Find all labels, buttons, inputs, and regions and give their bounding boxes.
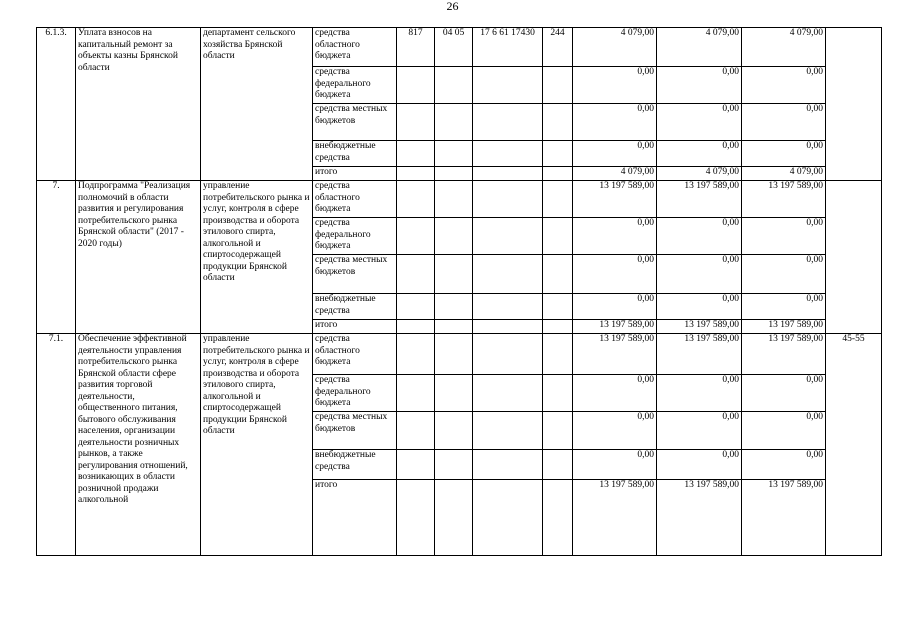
code-vr-empty <box>543 141 573 167</box>
item-executor: департамент сельского хозяйства Брянской области <box>201 28 313 181</box>
amount-2019: 4 079,00 <box>657 28 742 67</box>
code-rzpr-empty <box>435 320 473 334</box>
funding-source-label: средства местных бюджетов <box>313 255 397 294</box>
code-grbs-empty <box>397 104 435 141</box>
amount-2020: 0,00 <box>742 294 826 320</box>
item-number: 7.1. <box>37 334 76 556</box>
code-grbs-empty <box>397 294 435 320</box>
code-csr-empty <box>473 141 543 167</box>
code-vr-empty <box>543 104 573 141</box>
code-csr-empty <box>473 294 543 320</box>
amount-2018: 0,00 <box>573 450 657 480</box>
code-rzpr-empty <box>435 412 473 450</box>
funding-source-label: итого <box>313 480 397 556</box>
code-rzpr <box>435 181 473 218</box>
amount-2020: 0,00 <box>742 450 826 480</box>
item-number: 6.1.3. <box>37 28 76 181</box>
code-rzpr-empty <box>435 167 473 181</box>
amount-2019: 13 197 589,00 <box>657 480 742 556</box>
code-csr-empty <box>473 218 543 255</box>
code-grbs-empty <box>397 375 435 412</box>
code-rzpr-empty <box>435 450 473 480</box>
code-csr-empty <box>473 450 543 480</box>
amount-2020: 0,00 <box>742 141 826 167</box>
code-grbs <box>397 181 435 218</box>
page-number: 26 <box>446 0 459 13</box>
code-csr-empty <box>473 320 543 334</box>
funding-source-label: средства федерального бюджета <box>313 218 397 255</box>
amount-2019: 13 197 589,00 <box>657 320 742 334</box>
funding-source-label: внебюджетные средства <box>313 450 397 480</box>
amount-2019: 0,00 <box>657 141 742 167</box>
amount-2020: 0,00 <box>742 255 826 294</box>
amount-2018: 0,00 <box>573 412 657 450</box>
code-vr: 244 <box>543 28 573 67</box>
amount-2020: 13 197 589,00 <box>742 334 826 375</box>
funding-source-label: внебюджетные средства <box>313 141 397 167</box>
amount-2018: 13 197 589,00 <box>573 320 657 334</box>
item-name: Подпрограмма "Реализация полномочий в области развития и регулирования потребительского рынка Брянской области" (2017 - 2020 годы) <box>76 181 201 334</box>
code-vr-empty <box>543 320 573 334</box>
amount-2020: 13 197 589,00 <box>742 320 826 334</box>
amount-2020: 13 197 589,00 <box>742 480 826 556</box>
funding-source-label: средства федерального бюджета <box>313 375 397 412</box>
indicator-ref <box>826 181 882 334</box>
program-table <box>36 27 882 556</box>
code-grbs-empty <box>397 450 435 480</box>
code-rzpr-empty <box>435 480 473 556</box>
amount-2018: 0,00 <box>573 141 657 167</box>
amount-2020: 4 079,00 <box>742 28 826 67</box>
code-csr: 17 6 61 17430 <box>473 28 543 67</box>
funding-source-label: внебюджетные средства <box>313 294 397 320</box>
amount-2018: 4 079,00 <box>573 28 657 67</box>
amount-2018: 0,00 <box>573 104 657 141</box>
code-rzpr-empty <box>435 104 473 141</box>
code-grbs-empty <box>397 412 435 450</box>
funding-source-label: средства областного бюджета <box>313 181 397 218</box>
code-rzpr-empty <box>435 294 473 320</box>
code-csr <box>473 334 543 375</box>
code-grbs-empty <box>397 141 435 167</box>
code-grbs-empty <box>397 320 435 334</box>
amount-2018: 0,00 <box>573 294 657 320</box>
code-vr <box>543 334 573 375</box>
code-grbs-empty <box>397 480 435 556</box>
code-csr-empty <box>473 412 543 450</box>
item-name: Обеспечение эффективной деятельности управления потребительского рынка Брянской области сфере развития торговой деятельности, общественного питания, бытового обслуживания населения, организации деятельности розничных рынков, а также регулирования отношений, возникающих в области розничной продажи алкогольной <box>76 334 201 556</box>
code-vr-empty <box>543 480 573 556</box>
code-rzpr: 04 05 <box>435 28 473 67</box>
amount-2018: 13 197 589,00 <box>573 181 657 218</box>
amount-2018: 4 079,00 <box>573 167 657 181</box>
amount-2020: 0,00 <box>742 218 826 255</box>
code-vr-empty <box>543 450 573 480</box>
code-vr <box>543 181 573 218</box>
table-row <box>37 181 882 218</box>
code-csr-empty <box>473 104 543 141</box>
code-rzpr-empty <box>435 375 473 412</box>
code-grbs-empty <box>397 218 435 255</box>
funding-source-label: средства местных бюджетов <box>313 412 397 450</box>
table-row <box>37 334 882 375</box>
code-grbs-empty <box>397 255 435 294</box>
code-rzpr-empty <box>435 218 473 255</box>
item-executor: управление потребительского рынка и услуг, контроля в сфере производства и оборота этилового спирта, алкогольной и спиртосодержащей продукции Брянской области <box>201 181 313 334</box>
code-grbs: 817 <box>397 28 435 67</box>
code-rzpr <box>435 334 473 375</box>
funding-source-label: средства федерального бюджета <box>313 67 397 104</box>
code-vr-empty <box>543 294 573 320</box>
code-csr-empty <box>473 480 543 556</box>
table-row <box>37 28 882 67</box>
amount-2020: 4 079,00 <box>742 167 826 181</box>
funding-source-label: средства областного бюджета <box>313 28 397 67</box>
code-csr-empty <box>473 255 543 294</box>
funding-source-label: итого <box>313 320 397 334</box>
amount-2019: 4 079,00 <box>657 167 742 181</box>
funding-source-label: итого <box>313 167 397 181</box>
amount-2019: 0,00 <box>657 450 742 480</box>
amount-2020: 0,00 <box>742 67 826 104</box>
code-grbs <box>397 334 435 375</box>
code-rzpr-empty <box>435 67 473 104</box>
item-number: 7. <box>37 181 76 334</box>
code-grbs-empty <box>397 67 435 104</box>
amount-2018: 0,00 <box>573 67 657 104</box>
code-csr-empty <box>473 167 543 181</box>
code-csr-empty <box>473 375 543 412</box>
code-grbs-empty <box>397 167 435 181</box>
amount-2020: 13 197 589,00 <box>742 181 826 218</box>
funding-source-label: средства областного бюджета <box>313 334 397 375</box>
code-csr-empty <box>473 67 543 104</box>
amount-2019: 0,00 <box>657 294 742 320</box>
funding-source-label: средства местных бюджетов <box>313 104 397 141</box>
amount-2020: 0,00 <box>742 375 826 412</box>
item-name: Уплата взносов на капитальный ремонт за объекты казны Брянской области <box>76 28 201 181</box>
amount-2020: 0,00 <box>742 412 826 450</box>
amount-2019: 0,00 <box>657 412 742 450</box>
code-vr-empty <box>543 375 573 412</box>
code-vr-empty <box>543 412 573 450</box>
indicator-ref: 45-55 <box>826 334 882 556</box>
amount-2018: 0,00 <box>573 218 657 255</box>
amount-2019: 0,00 <box>657 255 742 294</box>
indicator-ref <box>826 28 882 181</box>
code-vr-empty <box>543 67 573 104</box>
amount-2018: 0,00 <box>573 375 657 412</box>
amount-2018: 13 197 589,00 <box>573 334 657 375</box>
amount-2018: 0,00 <box>573 255 657 294</box>
code-rzpr-empty <box>435 141 473 167</box>
amount-2019: 0,00 <box>657 218 742 255</box>
amount-2019: 13 197 589,00 <box>657 334 742 375</box>
amount-2019: 13 197 589,00 <box>657 181 742 218</box>
code-rzpr-empty <box>435 255 473 294</box>
code-vr-empty <box>543 167 573 181</box>
code-csr <box>473 181 543 218</box>
item-executor: управление потребительского рынка и услуг, контроля в сфере производства и оборота этилового спирта, алкогольной и спиртосодержащей продукции Брянской области <box>201 334 313 556</box>
code-vr-empty <box>543 218 573 255</box>
amount-2019: 0,00 <box>657 375 742 412</box>
code-vr-empty <box>543 255 573 294</box>
amount-2018: 13 197 589,00 <box>573 480 657 556</box>
amount-2019: 0,00 <box>657 67 742 104</box>
amount-2020: 0,00 <box>742 104 826 141</box>
amount-2019: 0,00 <box>657 104 742 141</box>
